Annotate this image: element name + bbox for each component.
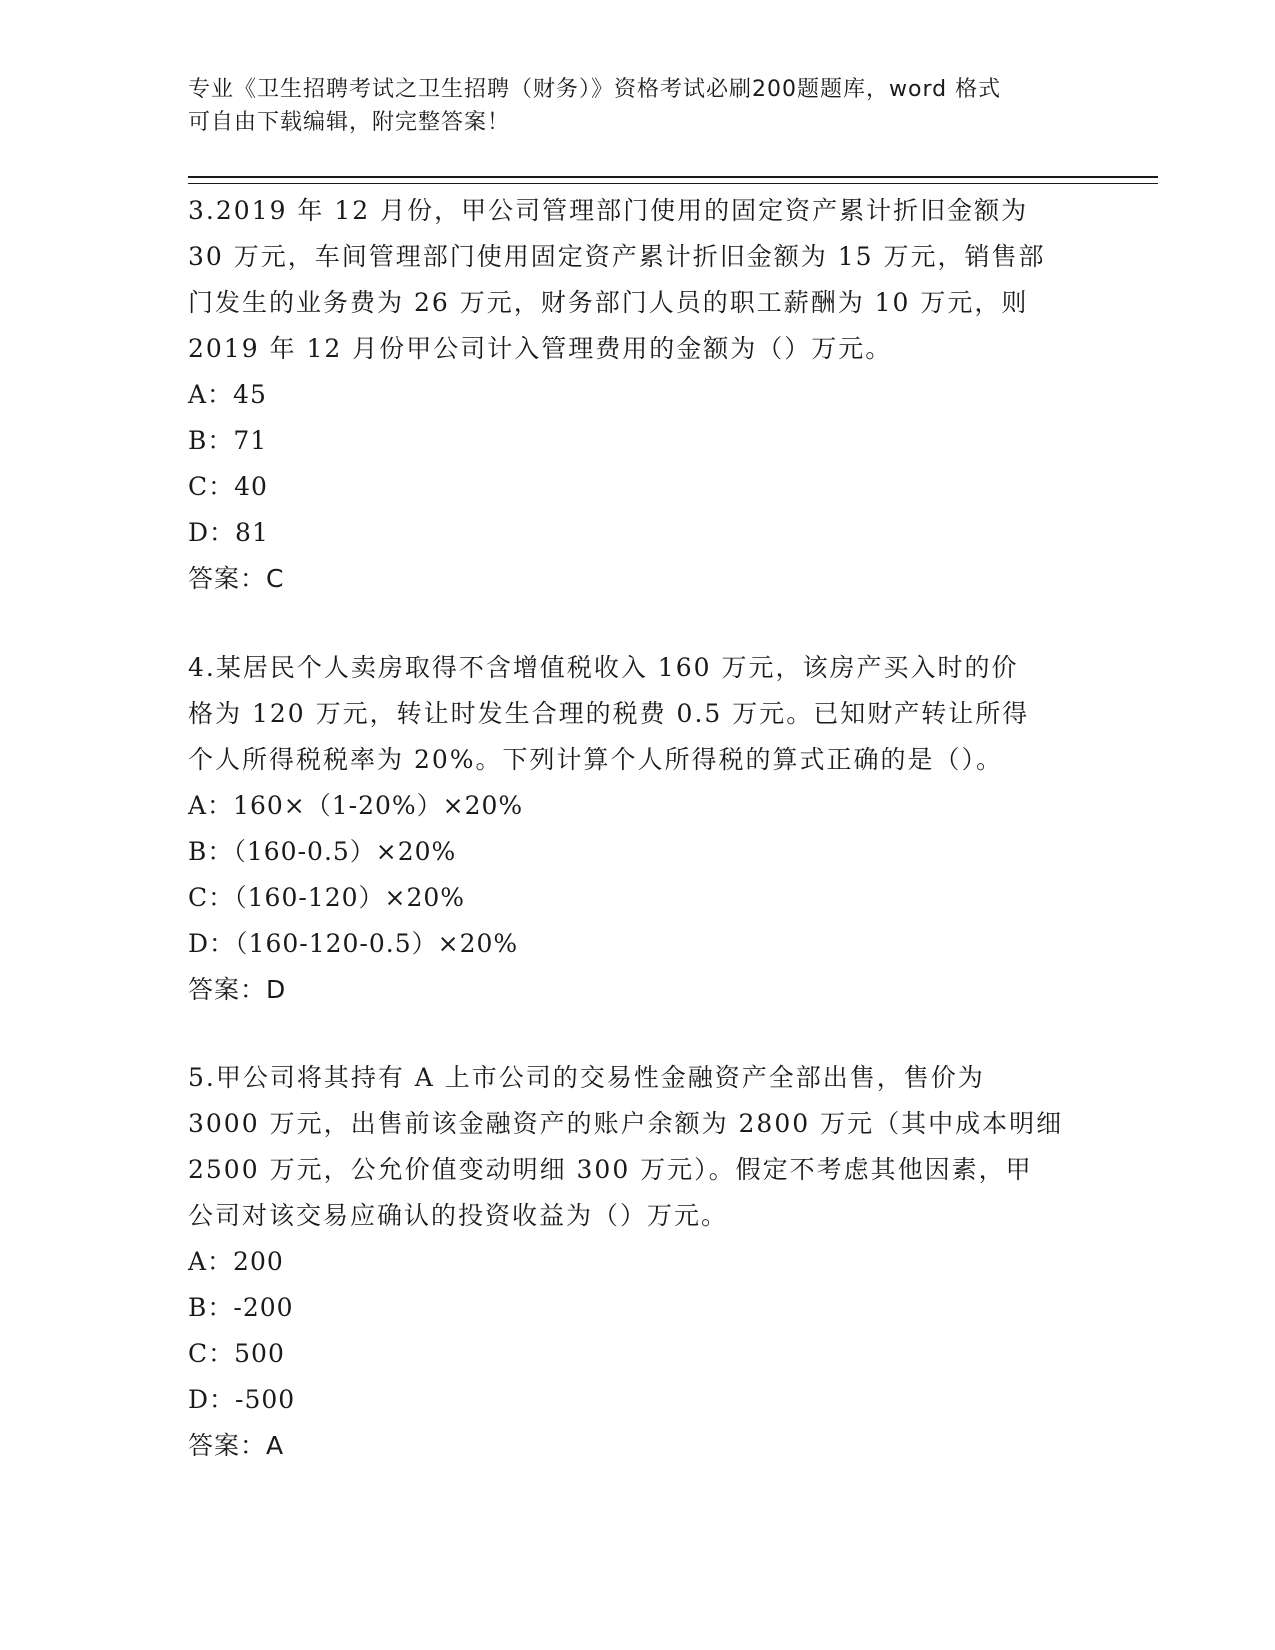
option-b: B：-200 xyxy=(188,1293,294,1322)
header-line-1: 专业《卫生招聘考试之卫生招聘（财务）》资格考试必刷200题题库，word 格式 xyxy=(188,77,1002,102)
answer-line: 答案：D xyxy=(188,975,287,1004)
question-stem-line: 3000 万元，出售前该金融资产的账户余额为 2800 万元（其中成本明细 xyxy=(188,1109,1064,1138)
question-stem-line: 格为 120 万元，转让时发生合理的税费 0.5 万元。已知财产转让所得 xyxy=(188,699,1030,728)
option-c: C：40 xyxy=(188,472,268,501)
header-line-2: 可自由下载编辑，附完整答案！ xyxy=(188,110,511,135)
option-d: D：81 xyxy=(188,518,269,547)
header-rule-thick xyxy=(188,176,1158,178)
question-4 xyxy=(188,645,1088,1013)
header-rule-thin xyxy=(188,183,1158,184)
question-stem-line: 2019 年 12 月份甲公司计入管理费用的金额为（）万元。 xyxy=(188,334,893,363)
question-stem-line: 3.2019 年 12 月份，甲公司管理部门使用的固定资产累计折旧金额为 xyxy=(188,196,1029,225)
document-header xyxy=(188,73,1078,139)
option-a: A：160×（1-20%）×20% xyxy=(188,791,524,820)
option-a: A：200 xyxy=(188,1247,284,1276)
question-stem-line: 公司对该交易应确认的投资收益为（）万元。 xyxy=(188,1201,729,1230)
question-stem-line: 30 万元，车间管理部门使用固定资产累计折旧金额为 15 万元，销售部 xyxy=(188,242,1046,271)
question-stem-line: 5.甲公司将其持有 A 上市公司的交易性金融资产全部出售，售价为 xyxy=(188,1063,985,1092)
option-d: D：-500 xyxy=(188,1385,296,1414)
question-stem-line: 2500 万元，公允价值变动明细 300 万元）。假定不考虑其他因素，甲 xyxy=(188,1155,1033,1184)
question-stem-line: 门发生的业务费为 26 万元，财务部门人员的职工薪酬为 10 万元，则 xyxy=(188,288,1029,317)
answer-line: 答案：C xyxy=(188,564,285,593)
option-d: D：（160-120-0.5）×20% xyxy=(188,929,519,958)
option-c: C：500 xyxy=(188,1339,285,1368)
answer-line: 答案：A xyxy=(188,1431,285,1460)
option-c: C：（160-120）×20% xyxy=(188,883,466,912)
question-stem-line: 个人所得税税率为 20%。下列计算个人所得税的算式正确的是（）。 xyxy=(188,745,1004,774)
question-3 xyxy=(188,188,1088,602)
question-stem-line: 4.某居民个人卖房取得不含增值税收入 160 万元，该房产买入时的价 xyxy=(188,653,1019,682)
question-5 xyxy=(188,1055,1088,1469)
option-b: B：71 xyxy=(188,426,268,455)
option-b: B：（160-0.5）×20% xyxy=(188,837,457,866)
option-a: A：45 xyxy=(188,380,267,409)
